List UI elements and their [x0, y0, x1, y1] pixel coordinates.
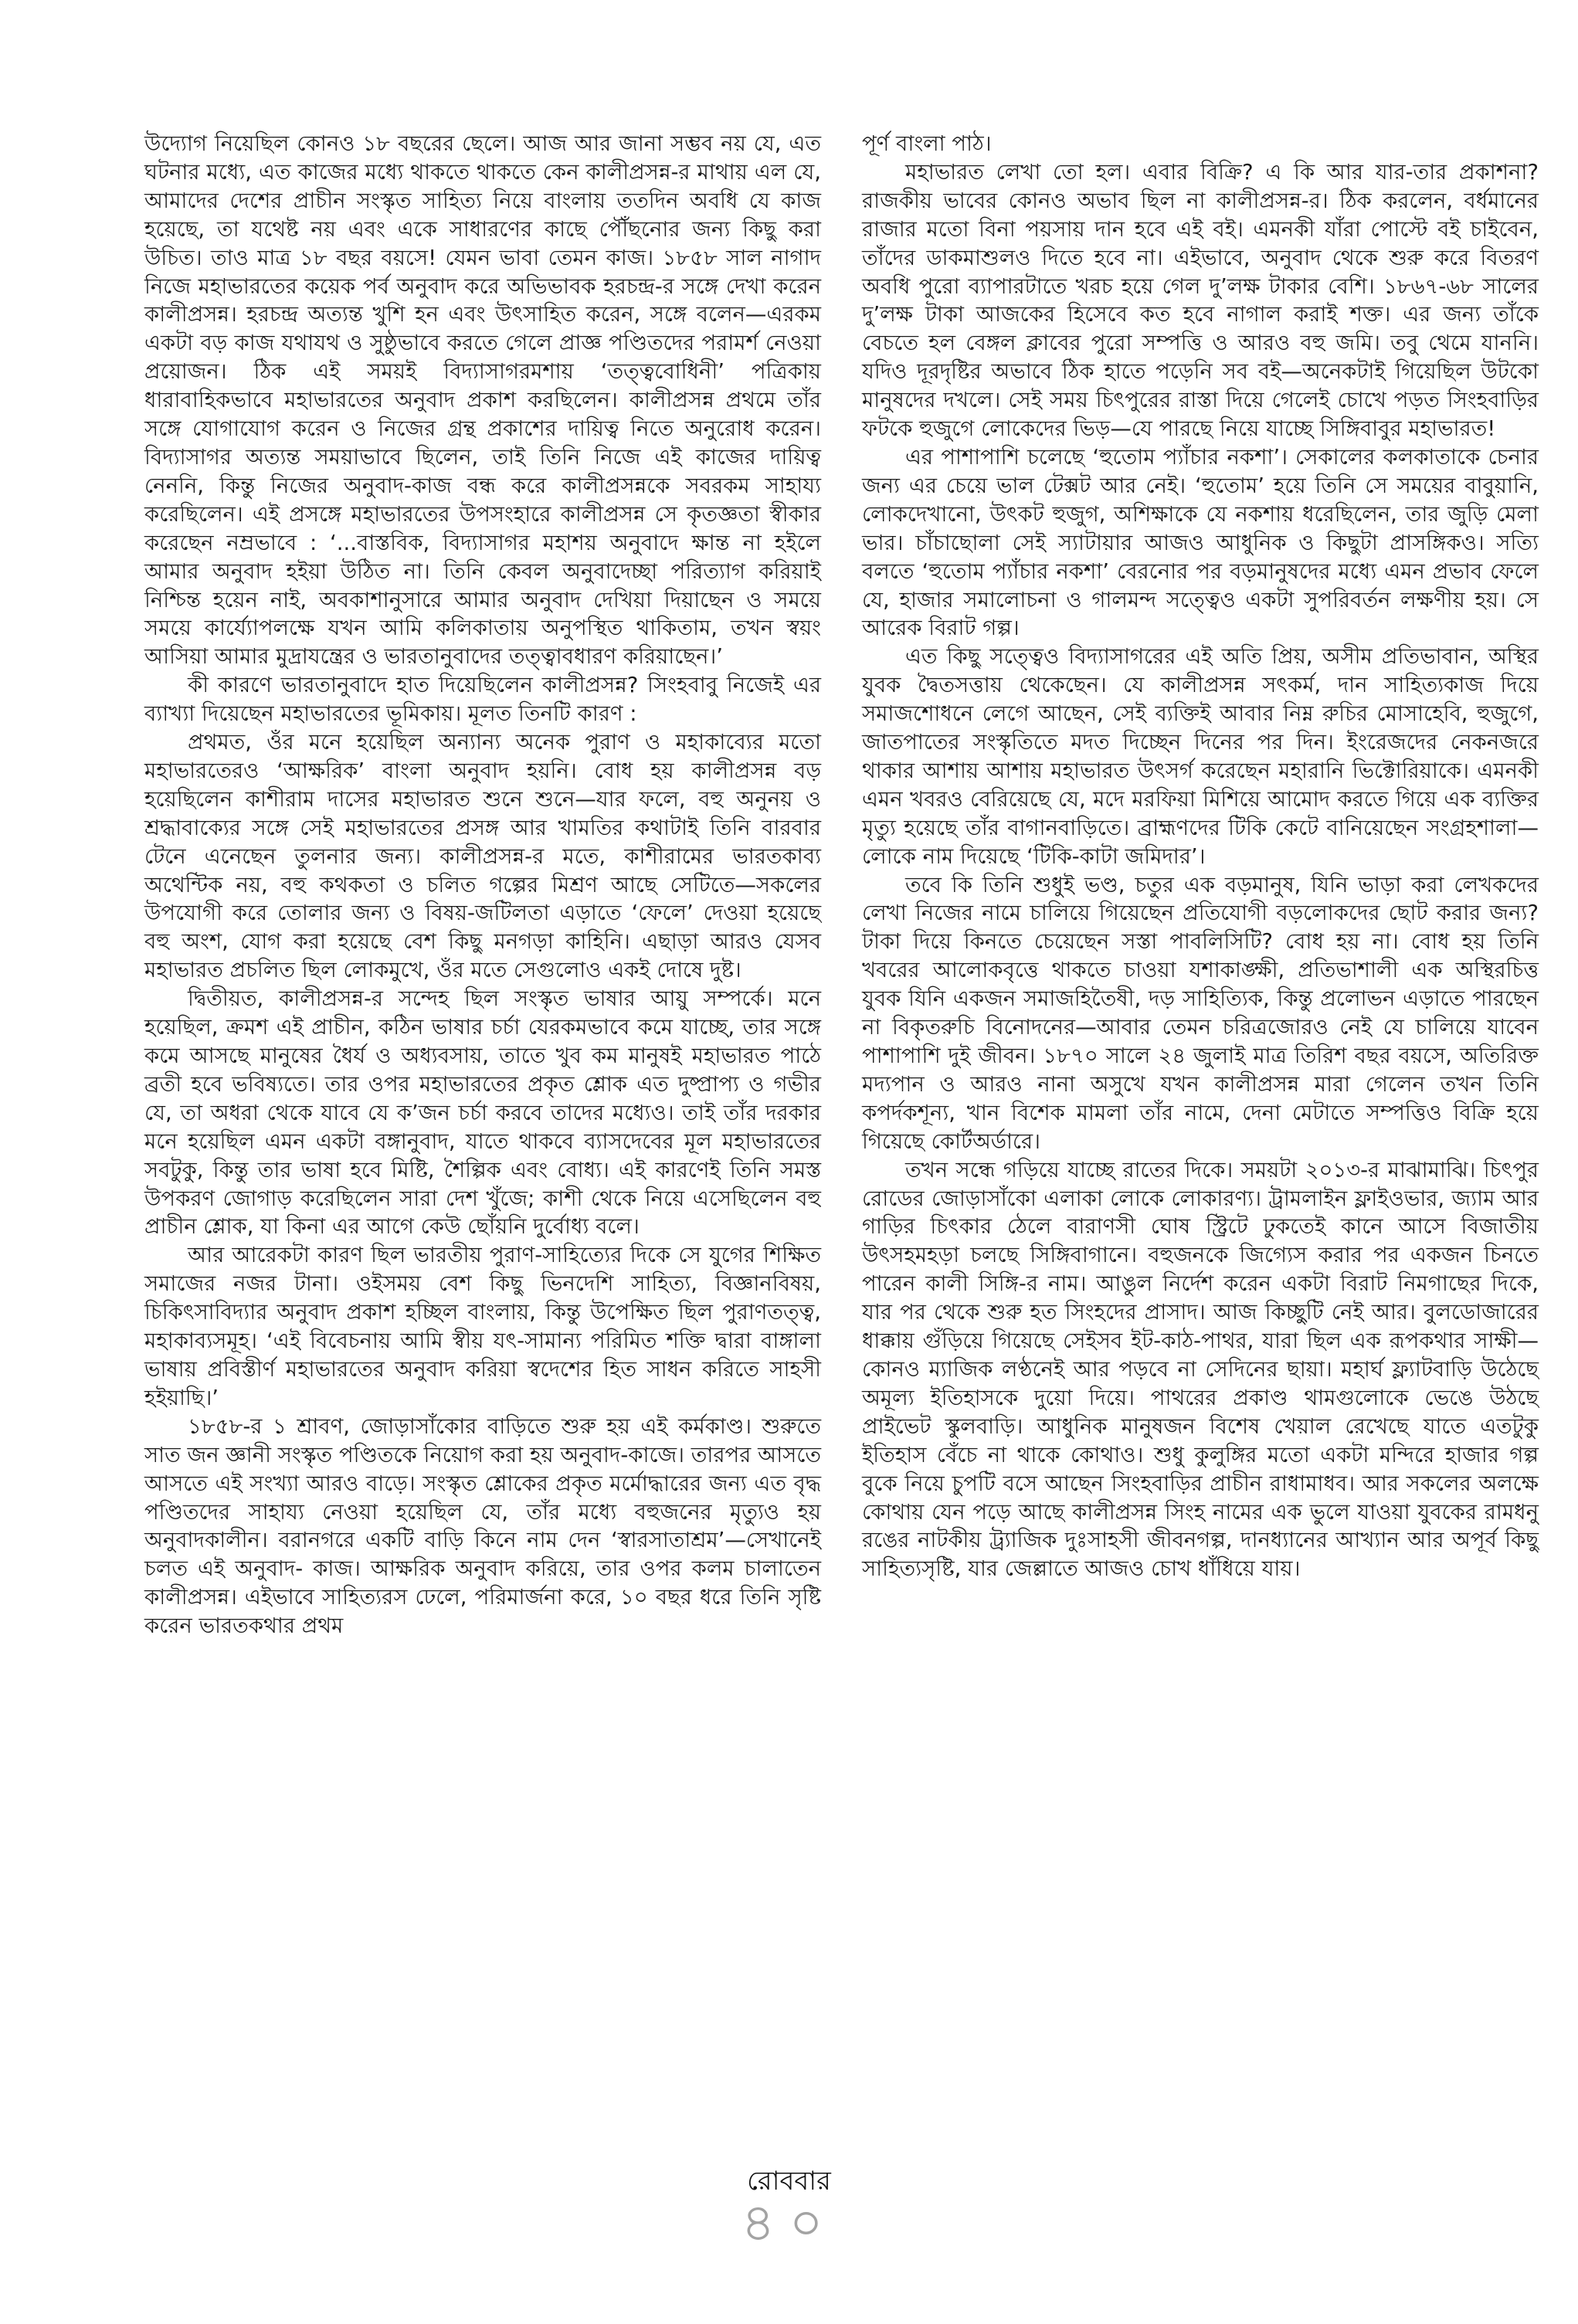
- article-paragraph: তবে কি তিনি শুধুই ভণ্ড, চতুর এক বড়মানুষ, যিনি ভাড়া করা লেখকদের লেখা নিজের নামে চালিয়ে গিয়েছেন প্রতিযোগী বড়লোকদের ছোট করার জন্য? টাকা দিয়ে কিনতে চেয়েছেন সস্তা পাবলিসিটি? বোধ হয় না। বোধ হয় তিনি খবরের আলোকবৃত্তে থাকতে চাওয়া যশাকাঙ্ক্ষী, প্রতিভাশালী এক অস্থিরচিত্ত যুবক যিনি একজন সমাজহিতৈষী, দড় সাহিত্যিক, কিন্তু প্রলোভন এড়াতে পারছেন না বিকৃতরুচি বিনোদনের—আবার তেমন চরিত্রজোরও নেই যে চালিয়ে যাবেন পাশাপাশি দুই জীবন। ১৮৭০ সালে ২৪ জুলাই মাত্র তিরিশ বছর বয়সে, অতিরিক্ত মদ্যপান ও আরও নানা অসুখে যখন কালীপ্রসন্ন মারা গেলেন তখন তিনি কপর্দকশূন্য, খান বিশেক মামলা তাঁর নামে, দেনা মেটাতে সম্পত্তিও বিক্রি হয়ে গিয়েছে কোর্টঅর্ডারে।: [862, 872, 1539, 1154]
- page-number: ৪০: [741, 2193, 837, 2254]
- right-column: [862, 130, 1539, 1583]
- article-paragraph: এর পাশাপাশি চলেছে ‘হুতোম প্যাঁচার নকশা’। সেকালের কলকাতাকে চেনার জন্য এর চেয়ে ভাল টেক্সট আর নেই। ‘হুতোম’ হয়ে তিনি সে সময়ের বাবুয়ানি, লোকদেখানো, উৎকট হুজুগ, অশিক্ষাকে যে নকশায় ধরেছিলেন, তার জুড়ি মেলা ভার। চাঁচাছোলা সেই স্যাটায়ার আজও আধুনিক ও কিছুটা প্রাসঙ্গিকও। সত্যি বলতে ‘হুতোম প্যাঁচার নকশা’ বেরনোর পর বড়মানুষদের মধ্যে এমন প্রভাব ফেলে যে, হাজার সমালোচনা ও গালমন্দ সত্ত্বেও একটা সুপরিবর্তন লক্ষণীয় হয়। সে আরেক বিরাট গল্প।: [862, 444, 1539, 641]
- article-paragraph: ১৮৫৮-র ১ শ্রাবণ, জোড়াসাঁকোর বাড়িতে শুরু হয় এই কর্মকাণ্ড। শুরুতে সাত জন জ্ঞানী সংস্কৃত পণ্ডিতকে নিয়োগ করা হয় অনুবাদ-কাজে। তারপর আসতে আসতে এই সংখ্যা আরও বাড়ে। সংস্কৃত শ্লোকের প্রকৃত মর্মোদ্ধারের জন্য এত বৃদ্ধ পণ্ডিতদের সাহায্য নেওয়া হয়েছিল যে, তাঁর মধ্যে বহুজনের মৃত্যুও হয় অনুবাদকালীন। বরানগরে একটি বাড়ি কিনে নাম দেন ‘স্বারসাতাশ্রম’—সেখানেই চলত এই অনুবাদ- কাজ। আক্ষরিক অনুবাদ করিয়ে, তার ওপর কলম চালাতেন কালীপ্রসন্ন। এইভাবে সাহিত্যরস ঢেলে, পরিমার্জনা করে, ১০ বছর ধরে তিনি সৃষ্টি করেন ভারতকথার প্রথম: [144, 1413, 821, 1639]
- magazine-name: রোববার: [747, 2166, 831, 2197]
- article-paragraph: দ্বিতীয়ত, কালীপ্রসন্ন-র সন্দেহ ছিল সংস্কৃত ভাষার আয়ু সম্পর্কে। মনে হয়েছিল, ক্রমশ এই প্রাচীন, কঠিন ভাষার চর্চা যেরকমভাবে কমে যাচ্ছে, তার সঙ্গে কমে আসছে মানুষের ধৈর্য ও অধ্যবসায়, তাতে খুব কম মানুষই মহাভারত পাঠে ব্রতী হবে ভবিষ্যতে। তার ওপর মহাভারতের প্রকৃত শ্লোক এত দুষ্প্রাপ্য ও গভীর যে, তা অধরা থেকে যাবে যে ক’জন চর্চা করবে তাদের মধ্যেও। তাই তাঁর দরকার মনে হয়েছিল এমন একটা বঙ্গানুবাদ, যাতে থাকবে ব্যাসদেবের মূল মহাভারতের সবটুকু, কিন্তু তার ভাষা হবে মিষ্টি, শৈল্পিক এবং বোধ্য। এই কারণেই তিনি সমস্ত উপকরণ জোগাড় করেছিলেন সারা দেশ খুঁজে; কাশী থেকে নিয়ে এসেছিলেন বহু প্রাচীন শ্লোক, যা কিনা এর আগে কেউ ছোঁয়নি দুর্বোধ্য বলে।: [144, 986, 821, 1240]
- article-paragraph: মহাভারত লেখা তো হল। এবার বিক্রি? এ কি আর যার-তার প্রকাশনা? রাজকীয় ভাবের কোনও অভাব ছিল না কালীপ্রসন্ন-র। ঠিক করলেন, বর্ধমানের রাজার মতো বিনা পয়সায় দান হবে এই বই। এমনকী যাঁরা পোস্টে বই চাইবেন, তাঁদের ডাকমাশুলও দিতে হবে না। এইভাবে, অনুবাদ থেকে শুরু করে বিতরণ অবধি পুরো ব্যাপারটাতে খরচ হয়ে গেল দু’লক্ষ টাকার বেশি। ১৮৬৭-৬৮ সালের দু’লক্ষ টাকা আজকের হিসেবে কত হবে নাগাল করাই শক্ত। এর জন্য তাঁকে বেচতে হল বেঙ্গল ক্লাবের পুরো সম্পত্তি ও আরও বহু জমি। তবু থেমে যাননি। যদিও দূরদৃষ্টির অভাবে ঠিক হাতে পড়েনি সব বই—অনেকটাই গিয়েছিল উটকো মানুষদের দখলে। সেই সময় চিৎপুরের রাস্তা দিয়ে গেলেই চোখে পড়ত সিংহবাড়ির ফটকে হুজুগে লোকেদের ভিড়—যে পারছে নিয়ে যাচ্ছে সিঙ্গিবাবুর মহাভারত!: [862, 159, 1539, 442]
- article-paragraph: পূর্ণ বাংলা পাঠ।: [862, 131, 992, 156]
- article-paragraph: এত কিছু সত্ত্বেও বিদ্যাসাগরের এই অতি প্রিয়, অসীম প্রতিভাবান, অস্থির যুবক দ্বৈতসত্তায় থেকেছেন। যে কালীপ্রসন্ন সৎকর্ম, দান সাহিত্যকাজ দিয়ে সমাজশোধনে লেগে আছেন, সেই ব্যক্তিই আবার নিম্ন রুচির মোসাহেবি, হুজুগে, জাতপাতের সংস্কৃতিতে মদত দিচ্ছেন দিনের পর দিন। ইংরেজদের নেকনজরে থাকার আশায় আশায় মহাভারত উৎসর্গ করেছেন মহারানি ভিক্টোরিয়াকে। এমনকী এমন খবরও বেরিয়েছে যে, মদে মরফিয়া মিশিয়ে আমোদ করতে গিয়ে এক ব্যক্তির মৃত্যু হয়েছে তাঁর বাগানবাড়িতে। ব্রাহ্মণদের টিকি কেটে বানিয়েছেন সংগ্রহশালা—লোকে নাম দিয়েছে ‘টিকি-কাটা জমিদার’।: [862, 644, 1539, 869]
- article-paragraph: কী কারণে ভারতানুবাদে হাত দিয়েছিলেন কালীপ্রসন্ন? সিংহবাবু নিজেই এর ব্যাখ্যা দিয়েছেন মহাভারতের ভূমিকায়। মূলত তিনটি কারণ :: [144, 673, 821, 727]
- article-paragraph: আর আরেকটা কারণ ছিল ভারতীয় পুরাণ-সাহিত্যের দিকে সে যুগের শিক্ষিত সমাজের নজর টানা। ওইসময় বেশ কিছু ভিনদেশি সাহিত্য, বিজ্ঞানবিষয়, চিকিৎসাবিদ্যার অনুবাদ প্রকাশ হচ্ছিল বাংলায়, কিন্তু উপেক্ষিত ছিল পুরাণতত্ত্ব, মহাকাব্যসমূহ। ‘এই বিবেচনায় আমি স্বীয় যৎ-সামান্য পরিমিত শক্তি দ্বারা বাঙ্গালা ভাষায় প্রবিস্তীর্ণ মহাভারতের অনুবাদ করিয়া স্বদেশের হিত সাধন করিতে সাহসী হইয়াছি।’: [144, 1243, 821, 1410]
- article-paragraph: উদ্যোগ নিয়েছিল কোনও ১৮ বছরের ছেলে। আজ আর জানা সম্ভব নয় যে, এত ঘটনার মধ্যে, এত কাজের মধ্যে থাকতে থাকতে কেন কালীপ্রসন্ন-র মাথায় এল যে, আমাদের দেশের প্রাচীন সংস্কৃত সাহিত্য নিয়ে বাংলায় ততদিন অবধি যে কাজ হয়েছে, তা যথেষ্ট নয় এবং একে সাধারণের কাছে পৌঁছনোর জন্য কিছু করা উচিত। তাও মাত্র ১৮ বছর বয়সে! যেমন ভাবা তেমন কাজ। ১৮৫৮ সাল নাগাদ নিজে মহাভারতের কয়েক পর্ব অনুবাদ করে অভিভাবক হরচন্দ্র-র সঙ্গে দেখা করেন কালীপ্রসন্ন। হরচন্দ্র অত্যন্ত খুশি হন এবং উৎসাহিত করেন, সঙ্গে বলেন—এরকম একটা বড় কাজ যথাযথ ও সুষ্ঠুভাবে করতে গেলে প্রাজ্ঞ পণ্ডিতদের পরামর্শ নেওয়া প্রয়োজন। ঠিক এই সময়ই বিদ্যাসাগরমশায় ‘তত্ত্ববোধিনী’ পত্রিকায় ধারাবাহিকভাবে মহাভারতের অনুবাদ প্রকাশ করছিলেন। কালীপ্রসন্ন প্রথমে তাঁর সঙ্গে যোগাযোগ করেন ও নিজের গ্রন্থ প্রকাশের দায়িত্ব নিতে অনুরোধ করেন। বিদ্যাসাগর অত্যন্ত সময়াভাবে ছিলেন, তাই তিনি নিজে এই কাজের দায়িত্ব নেননি, কিন্তু নিজের অনুবাদ-কাজ বন্ধ করে কালীপ্রসন্নকে সবরকম সাহায্য করেছিলেন। এই প্রসঙ্গে মহাভারতের উপসংহারে কালীপ্রসন্ন সে কৃতজ্ঞতা স্বীকার করেছেন নম্রভাবে : ‘...বাস্তবিক, বিদ্যাসাগর মহাশয় অনুবাদে ক্ষান্ত না হইলে আমার অনুবাদ হইয়া উঠিত না। তিনি কেবল অনুবাদেচ্ছা পরিত্যাগ করিয়াই নিশ্চিন্ত হয়েন নাই, অবকাশানুসারে আমার অনুবাদ দেখিয়া দিয়াছেন ও সময়ে সময়ে কার্য্যোপলক্ষে যখন আমি কলিকাতায় অনুপস্থিত থাকিতাম, তখন স্বয়ং আসিয়া আমার মুদ্রাযন্ত্রের ও ভারতানুবাদের তত্ত্বাবধারণ করিয়াছেন।’: [144, 131, 821, 670]
- article-paragraph: প্রথমত, ওঁর মনে হয়েছিল অন্যান্য অনেক পুরাণ ও মহাকাব্যের মতো মহাভারতেরও ‘আক্ষরিক’ বাংলা অনুবাদ হয়নি। বোধ হয় কালীপ্রসন্ন বড় হয়েছিলেন কাশীরাম দাসের মহাভারত শুনে শুনে—যার ফলে, বহু অনুনয় ও শ্রদ্ধাবাক্যের সঙ্গে সেই মহাভারতের প্রসঙ্গ আর খামতির কথাটাই তিনি বারবার টেনে এনেছেন তুলনার জন্য। কালীপ্রসন্ন-র মতে, কাশীরামের ভারতকাব্য অথেন্টিক নয়, বহু কথকতা ও চলিত গল্পের মিশ্রণ আছে সেটিতে—সকলের উপযোগী করে তোলার জন্য ও বিষয়-জটিলতা এড়াতে ‘ফেলে’ দেওয়া হয়েছে বহু অংশ, যোগ করা হয়েছে বেশ কিছু মনগড়া কাহিনি। এছাড়া আরও যেসব মহাভারত প্রচলিত ছিল লোকমুখে, ওঁর মতে সেগুলোও একই দোষে দুষ্ট।: [144, 730, 821, 983]
- article-paragraph: তখন সন্ধে গড়িয়ে যাচ্ছে রাতের দিকে। সময়টা ২০১৩-র মাঝামাঝি। চিৎপুর রোডের জোড়াসাঁকো এলাকা লোকে লোকারণ্য। ট্রামলাইন ফ্লাইওভার, জ্যাম আর গাড়ির চিৎকার ঠেলে বারাণসী ঘোষ স্ট্রিটে ঢুকতেই কানে আসে বিজাতীয় উৎসহমহড়া চলছে সিঙ্গিবাগানে। বহুজনকে জিগ্যেস করার পর একজন চিনতে পারেন কালী সিঙ্গি-র নাম। আঙুল নির্দেশ করেন একটা বিরাট নিমগাছের দিকে, যার পর থেকে শুরু হত সিংহদের প্রাসাদ। আজ কিচ্ছুটি নেই আর। বুলডোজারের ধাক্কায় গুঁড়িয়ে গিয়েছে সেইসব ইট-কাঠ-পাথর, যারা ছিল এক রূপকথার সাক্ষী—কোনও ম্যাজিক লণ্ঠনেই আর পড়বে না সেদিনের ছায়া। মহার্ঘ ফ্ল্যাটবাড়ি উঠেছে অমূল্য ইতিহাসকে দুয়ো দিয়ে। পাথরের প্রকাণ্ড থামগুলোকে ভেঙে উঠছে প্রাইভেট স্কুলবাড়ি। আধুনিক মানুষজন বিশেষ খেয়াল রেখেছে যাতে এতটুকু ইতিহাস বেঁচে না থাকে কোথাও। শুধু কুলুঙ্গির মতো একটা মন্দিরে হাজার গল্প বুকে নিয়ে চুপটি বসে আছেন সিংহবাড়ির প্রাচীন রাধামাধব। আর সকলের অলক্ষে কোথায় যেন পড়ে আছে কালীপ্রসন্ন সিংহ নামের এক ভুলে যাওয়া যুবকের রামধনু রঙের নাটকীয় ট্র্যাজিক দুঃসাহসী জীবনগল্প, দানধ্যানের আখ্যান আর অপূর্ব কিছু সাহিত্যসৃষ্টি, যার জেল্লাতে আজও চোখ ধাঁধিয়ে যায়।: [862, 1157, 1539, 1582]
- left-column: [144, 130, 821, 1640]
